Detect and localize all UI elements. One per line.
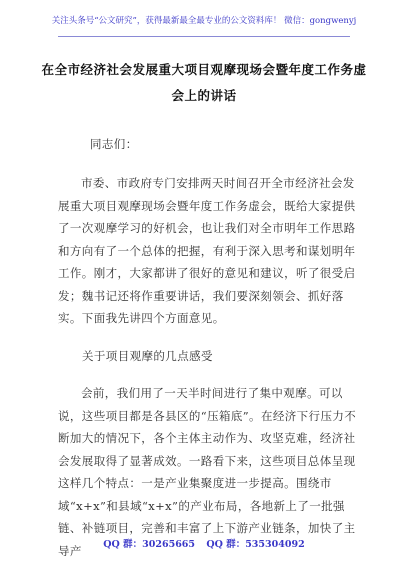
salutation: 同志们： [90, 137, 138, 151]
document-title-line-2: 会上的讲话 [171, 88, 237, 103]
header-divider [58, 36, 350, 37]
document-title-line-1: 在全市经济社会发展重大项目观摩现场会暨年度工作务虚 [41, 62, 367, 77]
footer-qq-group-2: QQ 群：535304092 [206, 539, 305, 550]
page-footer [0, 536, 408, 550]
body-paragraph-1: 市委、市政府专门安排两天时间召开全市经济社会发展重大项目观摩现场会暨年度工作务虚会，既给大家提供了一次观摩学习的好机会，也让我们对全市明年工作思路和方向有了一个总体的把握，有利于深入思考和谋划明年工作。刚才，大家都讲了很好的意见和建议，听了很受启发；魏书记还将作重要讲话，我们要深刻领会、抓好落实。下面我先讲四个方面意见。 [58, 176, 356, 325]
body-paragraph-2: 会前，我们用了一天半时间进行了集中观摩。可以说，这些项目都是各县区的“压箱底”。在经济下行压力不断加大的情况下，各个主体主动作为、攻坚克难，经济社会发展取得了显著成效。一路看下来，这些项目总体呈现这样几个特点：一是产业集聚度进一步提高。围绕市域“x+x”和县域“x+x”的产业布局，各地新上了一批强链、补链项目，完善和丰富了上下游产业链条，加快了主导产 [58, 386, 357, 558]
section-heading: 关于项目观摩的几点感受 [82, 349, 213, 363]
page-header-banner: 关注头条号“公文研究”，获得最新最全最专业的公文资料库！ 微信：gongwenyj [51, 16, 357, 26]
footer-qq-group-1: QQ 群：30265665 [103, 539, 196, 550]
